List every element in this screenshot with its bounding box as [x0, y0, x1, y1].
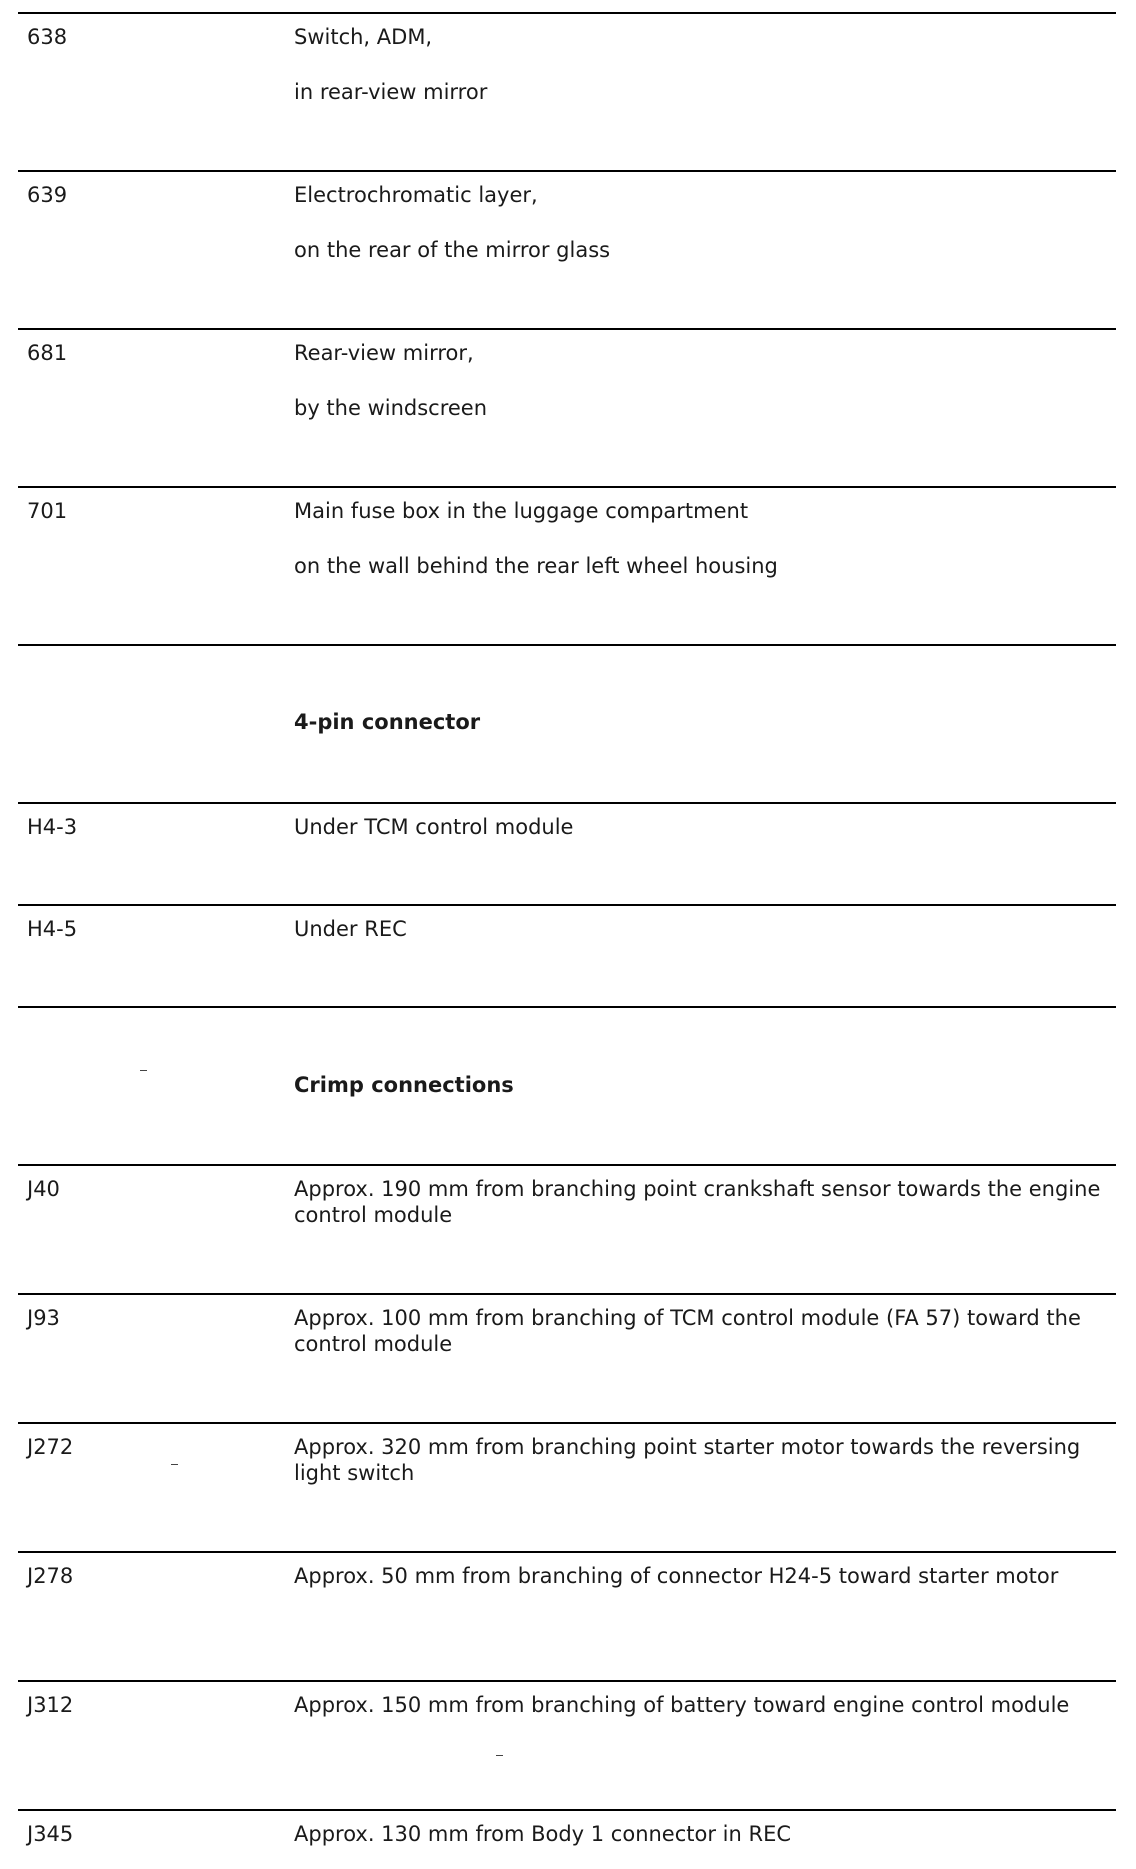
component-description [294, 182, 1112, 263]
component-description [294, 916, 1112, 942]
component-description [294, 1176, 1112, 1228]
component-code: H4-3 [27, 815, 78, 839]
component-description [294, 1305, 1112, 1357]
component-code: J40 [27, 1177, 60, 1201]
description-text: Approx. 320 mm from branching point starter motor towards the reversing light switch [294, 1435, 1081, 1485]
description-line: on the rear of the mirror glass [294, 238, 611, 262]
section-header-row [18, 644, 1116, 802]
table-row [18, 1164, 1116, 1293]
table-row [18, 328, 1116, 486]
section-heading-crimp-connections: Crimp connections [294, 1073, 514, 1097]
component-description [294, 340, 1112, 421]
component-description [294, 24, 1112, 105]
description-text: Approx. 130 mm from Body 1 connector in REC [294, 1822, 792, 1846]
component-code: 701 [27, 499, 68, 523]
component-description [294, 1563, 1112, 1589]
description-line: Switch, ADM, [294, 25, 433, 49]
component-code: J93 [27, 1306, 60, 1330]
description-text: Approx. 190 mm from branching point crankshaft sensor towards the engine control module [294, 1177, 1101, 1227]
component-code: 638 [27, 25, 68, 49]
description-text: Approx. 100 mm from branching of TCM control module (FA 57) toward the control module [294, 1306, 1081, 1356]
description-line: Main fuse box in the luggage compartment [294, 499, 749, 523]
component-code: H4-5 [27, 917, 78, 941]
description-line: on the wall behind the rear left wheel housing [294, 554, 778, 578]
component-code: 681 [27, 341, 68, 365]
table-row [18, 1293, 1116, 1422]
section-heading-4-pin-connector: 4-pin connector [294, 710, 481, 734]
scan-artifact-mark [171, 1464, 178, 1465]
table-row [18, 170, 1116, 328]
table-row [18, 486, 1116, 644]
description-line: Rear-view mirror, [294, 341, 474, 365]
wiring-location-table [18, 12, 1116, 1869]
component-code: J312 [27, 1693, 74, 1717]
description-line: Under REC [294, 917, 407, 941]
component-description [294, 1434, 1112, 1486]
component-description [294, 814, 1112, 840]
description-text: Approx. 150 mm from branching of battery toward engine control module [294, 1693, 1070, 1717]
description-line: Under TCM control module [294, 815, 574, 839]
component-description [294, 1692, 1112, 1718]
component-code: J278 [27, 1564, 74, 1588]
component-code: 639 [27, 183, 68, 207]
section-header-row [18, 1006, 1116, 1164]
description-text: Approx. 50 mm from branching of connector H24-5 toward starter motor [294, 1564, 1059, 1588]
table-row [18, 1680, 1116, 1809]
table-row [18, 1809, 1116, 1869]
description-line: by the windscreen [294, 396, 488, 420]
table-row [18, 802, 1116, 904]
scan-artifact-mark [140, 1070, 147, 1071]
description-line: Electrochromatic layer, [294, 183, 538, 207]
description-line: in rear-view mirror [294, 80, 488, 104]
component-code: J345 [27, 1822, 74, 1846]
component-description [294, 1821, 1112, 1847]
table-row [18, 1422, 1116, 1551]
component-code: J272 [27, 1435, 74, 1459]
table-row [18, 1551, 1116, 1680]
component-description [294, 498, 1112, 579]
scan-artifact-mark [496, 1755, 503, 1756]
table-row [18, 12, 1116, 170]
table-row [18, 904, 1116, 1006]
